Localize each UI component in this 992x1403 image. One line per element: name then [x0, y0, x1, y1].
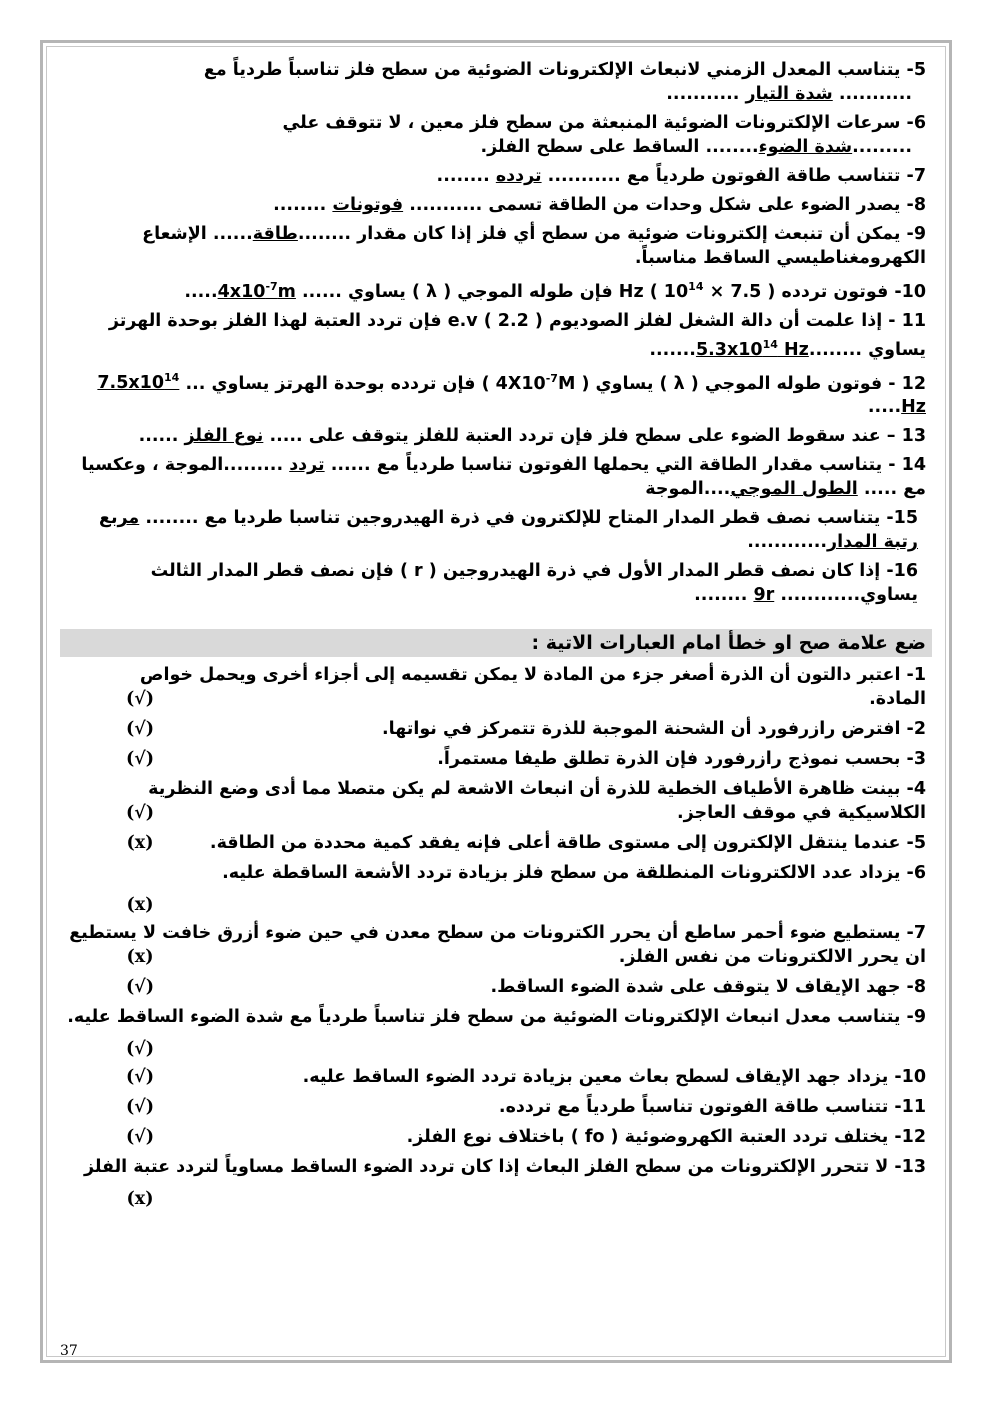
tf-item-10: 10- يزداد جهد الإيقاف لسطح بعاث معين بزيادة تردد الضوء الساقط عليه. (√): [60, 1065, 932, 1089]
fill-item-11: 11 - إذا علمت أن دالة الشغل لفلز الصوديوم e.v ( 2.2 ) فإن تردد العتبة لهذا الفلز بوحدة الهرتز يساوي $........5.3x10^{14}$ Hz.......: [108, 310, 926, 360]
answer: مربع رتبة المدار: [99, 508, 918, 553]
answer: $5.3x10^{14}$ Hz: [695, 337, 809, 360]
answer: طاقة: [252, 224, 298, 244]
fill-item-12: 12 - فوتون طوله الموجي ( λ ) يساوي ( $4X10^{-7}M$ ) فإن تردده بوحدة الهرتز يساوي ... $7.5x10^{14}$ Hz.....: [97, 371, 926, 418]
fill-item-13: 13 – عند سقوط الضوء على سطح فلز فإن تردد العتبة للفلز يتوقف على ..... نوع الفلز ......: [138, 426, 926, 447]
fill-item-9: 9- يمكن أن تنبعث إلكترونات ضوئية من سطح أي فلز إذا كان مقدار ........طاقة...... الإشعاع الكهرومغناطيسي الساقط مناسباً.: [142, 224, 926, 268]
answer: $7.5x10^{14}$ Hz: [97, 371, 926, 418]
tf-item-3: 3- بحسب نموذج رازرفورد فإن الذرة تطلق طيفا مستمراً. (√): [60, 747, 932, 771]
answer: شدة التيار: [745, 84, 833, 104]
tf-item-1: 1- اعتبر دالتون أن الذرة أصغر جزء من المادة لا يمكن تقسيمه إلى أجزاء أخرى ويحمل خواص المادة. (√): [60, 663, 932, 711]
answer-mark: (x): [126, 947, 154, 968]
answer: 9r: [753, 585, 775, 606]
tf-item-6: 6- يزداد عدد الالكترونات المنطلقة من سطح فلز بزيادة تردد الأشعة الساقطة عليه. (x): [60, 861, 932, 915]
document-body: [60, 58, 932, 1215]
answer-mark: (√): [125, 689, 155, 710]
answer: تردد: [289, 455, 325, 476]
answer-mark: (√): [125, 1067, 155, 1088]
tf-item-7: 7- يستطيع ضوء أحمر ساطع أن يحرر الكترونات من سطح معدن في حين ضوء أزرق خافت لا يستطيع ان يحرر الالكترونات من نفس الفلز. (x): [69, 923, 926, 968]
answer: الطول الموجي: [730, 479, 858, 500]
answer: شدة الضوء: [758, 137, 853, 157]
tf-item-13: 13- لا تتحرر الإلكترونات من سطح الفلز البعاث إذا كان تردد الضوء الساقط مساوياً لتردد عتبة الفلز (x): [83, 1157, 926, 1210]
answer-mark: (√): [125, 1127, 155, 1148]
tf-item-5: 5- عندما ينتقل الإلكترون إلى مستوى طاقة أعلى فإنه يفقد كمية محددة من الطاقة. (x): [60, 831, 932, 855]
tf-item-2: 2- افترض رازرفورد أن الشحنة الموجبة للذرة تتمركز في نواتها. (√): [60, 717, 932, 741]
fill-item-8: 8- يصدر الضوء على شكل وحدات من الطاقة تسمى ........... فوتونات ........: [273, 195, 926, 215]
answer: فوتونات: [332, 195, 404, 215]
fill-item-7: 7- تتناسب طاقة الفوتون طردياً مع ........... تردده ........: [436, 166, 926, 186]
page-number: 37: [60, 1343, 78, 1359]
answer-mark: (x): [126, 1189, 154, 1210]
tf-item-8: 8- جهد الإيقاف لا يتوقف على شدة الضوء الساقط. (√): [60, 975, 932, 999]
answer-mark: (x): [126, 833, 154, 854]
answer: نوع الفلز: [184, 426, 264, 447]
answer-mark: (√): [125, 719, 155, 740]
tf-item-11: 11- تتناسب طاقة الفوتون تناسباً طردياً مع تردده. (√): [60, 1095, 932, 1119]
tf-item-9: 9- يتناسب معدل انبعاث الإلكترونات الضوئية من سطح فلز تناسباً طردياً مع شدة الضوء الساقط عليه. (√): [67, 1007, 926, 1060]
answer-mark: (√): [125, 977, 155, 998]
answer-mark: (x): [126, 895, 154, 916]
fill-item-16: 16- إذا كان نصف قطر المدار الأول في ذرة الهيدروجين ( r ) فإن نصف قطر المدار الثالث يساوي............ 9r ........: [150, 561, 918, 606]
fill-item-10: 10- فوتون تردده Hz ( $10^{14} \times 7.5$ ) فإن طوله الموجي ( λ ) يساوي ...... $4x10^{-7}m$.....: [184, 280, 926, 302]
section-heading: ضع علامة صح او خطأ امام العبارات الاتية :: [60, 629, 932, 657]
tf-item-4: 4- بينت ظاهرة الأطياف الخطية للذرة أن انبعاث الاشعة لم يكن متصلا مما أدى وضع النظرية الكلاسيكية في موقف العاجز. (√): [60, 777, 932, 825]
answer-mark: (√): [125, 1039, 155, 1060]
answer-mark: (√): [125, 1097, 155, 1118]
fill-item-14: 14 - يتناسب مقدار الطاقة التي يحملها الفوتون تناسبا طردياً مع ...... تردد .........الموجة ، وعكسيا مع ..... الطول الموجي....الموجة: [81, 455, 926, 500]
answer-mark: (√): [125, 749, 155, 770]
fill-item-15: 15- يتناسب نصف قطر المدار المتاح للإلكترون في ذرة الهيدروجين تناسبا طرديا مع ........ مربع رتبة المدار............: [99, 508, 918, 553]
answer: $4x10^{-7}m$: [217, 280, 296, 302]
tf-item-12: 12- يختلف تردد العتبة الكهروضوئية ( fo ) باختلاف نوع الفلز. (√): [60, 1125, 932, 1149]
answer: تردده: [495, 166, 542, 186]
fill-item-5: 5- يتناسب المعدل الزمني لانبعاث الإلكترونات الضوئية من سطح فلز تناسباً طردياً مع ........... شدة التيار ...........: [203, 60, 926, 104]
fill-item-6: 6- سرعات الإلكترونات الضوئية المنبعثة من سطح فلز معين ، لا تتوقف علي .........شدة الضوء........ الساقط على سطح الفلز.: [282, 113, 926, 157]
answer-mark: (√): [125, 803, 155, 824]
